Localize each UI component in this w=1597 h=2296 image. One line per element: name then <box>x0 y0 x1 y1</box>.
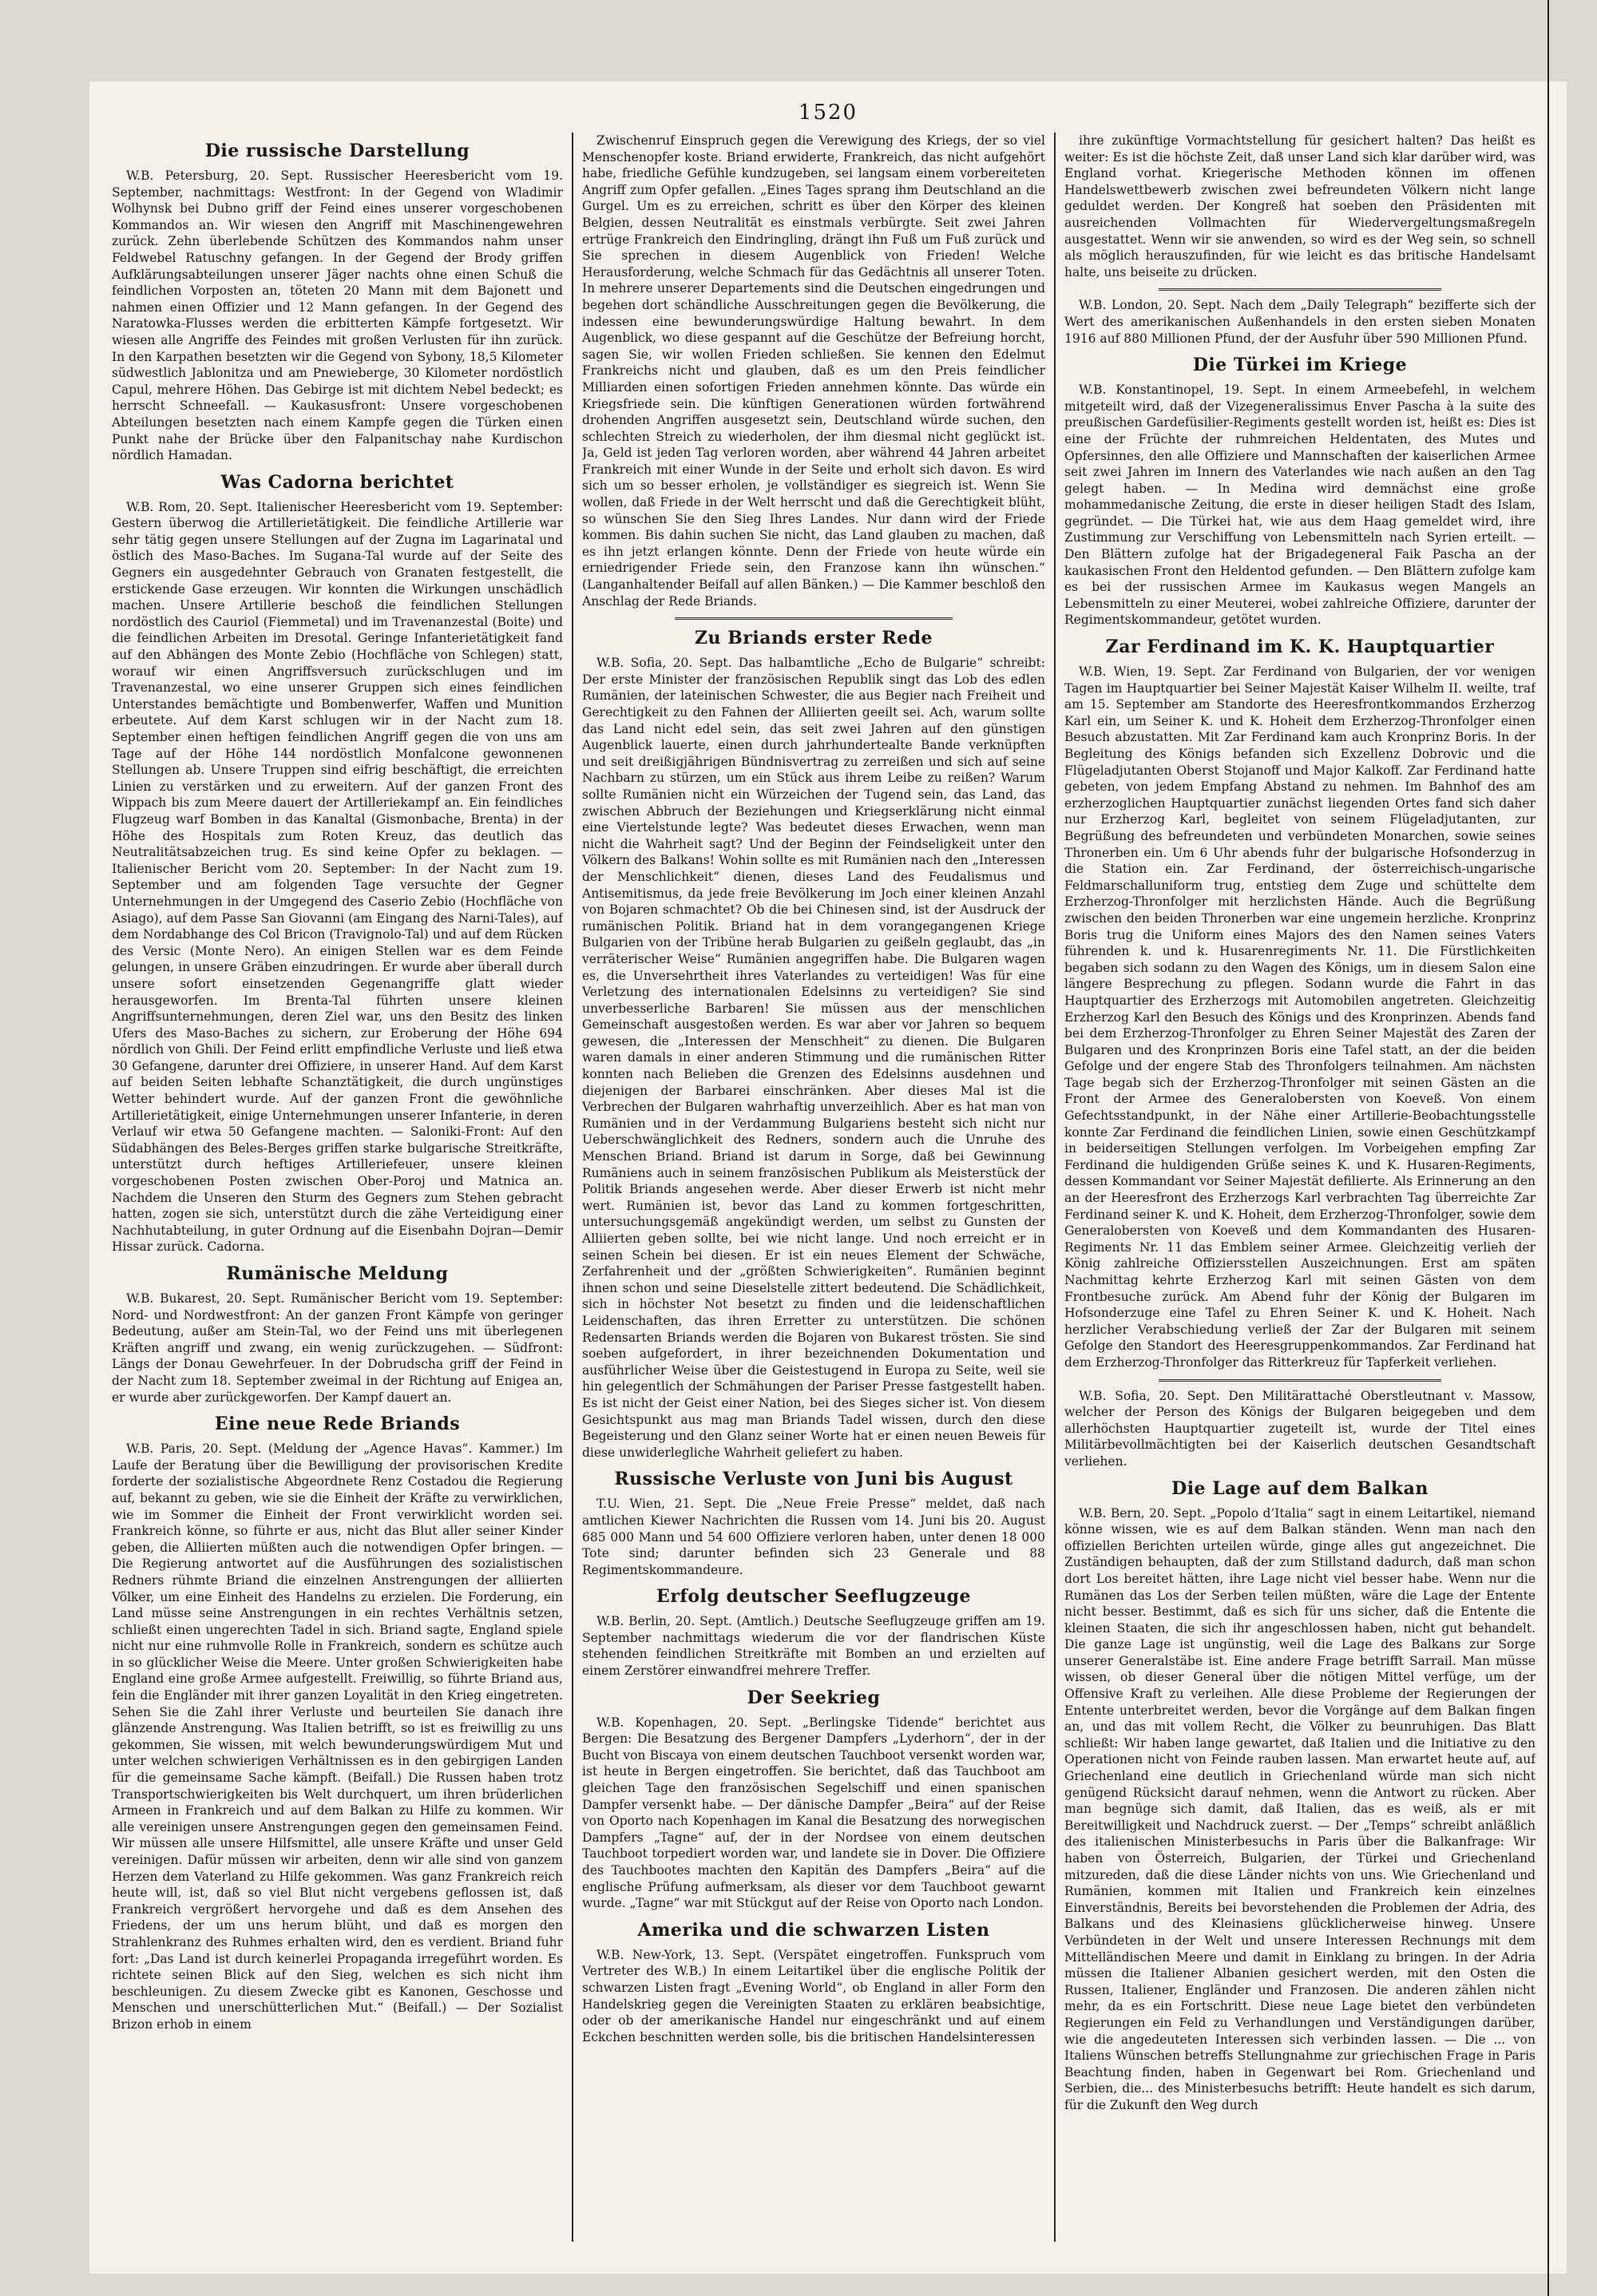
article-russian-losses <box>582 1469 1045 1578</box>
article-headline: Amerika und die schwarzen Listen <box>637 1919 990 1941</box>
column-2 <box>582 133 1045 2242</box>
section-divider <box>1159 288 1441 291</box>
article-body: W.B. Sofia, 20. Sept. Den Militärattaché Oberstleutnant v. Massow, welcher der Person des Königs der Bulgaren beigegeben und dem allerhöchsten Hauptquartier zugeteilt ist, wurde der Titel eines Militärbevollmächtigten bei der Kaiserlich deutschen Gesandtschaft verliehen. <box>1064 1388 1536 1469</box>
article-headline: Eine neue Rede Briands <box>214 1414 461 1435</box>
article-body: W.B. Konstantinopel, 19. Sept. In einem Armeebefehl, in welchem mitgeteilt wird, daß der Vizegeneralissimus Enver Pascha à la suite des preußischen Gardefüsilier-Regiments gestellt worden ist, heißt es: Dies ist eine der Früchte der ruhmreichen Heldentaten, des Mutes und Opfersinnes, den alle Offiziere und Mannschaften der kaiserlichen Armee seit zwei Jahren im Innern des Vaterlandes wie nach außen an den Tag gelegt haben. — In Medina wird demnächst eine große mohammedanische Zeitung, die erste in dieser heiligen Stadt des Islam, gegründet. — Die Türkei hat, wie aus dem Haag gemeldet wird, ihre Zustimmung zur Verschiffung von Lebensmitteln nach Syrien erteilt. — Den Blättern zufolge hat der Brigadegeneral Faik Pascha an der kaukasischen Front den Heldentod gefunden. — Den Blättern zufolge kam es bei der russischen Armee im Kaukasus wegen Mangels an Lebensmitteln zu einer Meuterei, wobei zahlreiche Offiziere, darunter der Regimentskommandeur, getötet wurden. <box>1064 383 1536 628</box>
article-body: W.B. Bern, 20. Sept. „Popolo d’Italia“ sagt in einem Leitartikel, niemand könne wissen, wie es auf dem Balkan ständen. Wenn man nach den offiziellen Berichten urteilen würde, ginge alles gut angezeichnet. Die Zuständigen behaupten, daß der zum Stillstand dadurch, daß man schon dort Los bereitet hätten, ihre Lage nicht viel besser habe. Wenn nur die Rumänen das Los der Serben teilen müßten, wäre die Lage der Entente nicht besser. Bestimmt, daß es sich für uns sicher, daß die Entente die kleinen Staaten, die sich ihr angeschlossen haben, nicht gut behandelt. Die ganze Lage ist ungünstig, weil die Lage des Balkans zur Sorge unserer Generalstäbe ist. Eine andere Frage betrifft Sarrail. Man müsse wissen, ob dieser General über die nötigen Mittel verfüge, um der Offensive Kraft zu verleihen. Alle diese Probleme der Regierungen der Entente unterbreitet werden, bevor die Vorgänge auf dem Balkan fingen an, und das mit vollem Recht, die Völker zu beunruhigen. Das Blatt schließt: Wir haben lange gewartet, daß Italien und die Initiative zu den Operationen nicht von Feinde rauben lassen. Man erwartet heute auf, auf Griechenland eine deutlich in Griechenland würde man sich nicht genügend Rücksicht darauf nehmen, wenn die Antwort zu rücken. Aber man begnüge sich damit, daß Italien, das es weiß, als er mit Bereitwilligkeit und Nachdruck zuerst. — Der „Temps“ schreibt anläßlich des italienischen Ministerbesuchs in Paris über die Balkanfrage: Wir haben von Österreich, Bulgarien, der Türkei und Griechenland mitzureden, daß die diese Länder nichts von uns. Wie Griechenland und Rumänien, kommen mit Italien und Frankreich kein einzelnes Einverständnis, Bereits bei bevorstehenden die Problemen der Adria, des Balkans und des Kleinasiens glücklicherweise hinweg. Unsere Verbündeten in der Welt und unsere Interessen Rechnungs mit dem Mittelländischen Meere und damit in Einklang zu bringen. In der Adria müssen die Italiener Albanien gesichert werden, mit den Osten die Russen, Italiener, Engländer und Franzosen. Die anderen zählen nicht mehr, da es ein Fortschritt. Diese neue Lage bietet den verbündeten Regierungen ein Feld zu Verhandlungen und Verständigungen darüber, wie die angedeuteten Interessen sich verbinden lassen. — Die ... von Italiens Wünschen betreffs Stellungnahme zur griechischen Frage in Paris Beachtung finden, haben in Gegenwart bei Rom. Griechenland und Serbien, die... des Ministerbesuchs betrifft: Heute handelt es sich darum, für die Zukunft den Weg durch <box>1064 1505 1536 2112</box>
newspaper-page <box>89 81 1567 2274</box>
article-sofia-attache <box>1064 1388 1536 1470</box>
article-body: W.B. Paris, 20. Sept. (Meldung der „Agence Havas“. Kammer.) Im Laufe der Beratung über die Bewilligung der provisorischen Kredite forderte der sozialistische Abgeordnete Renz Costadou die Regierung auf, bekannt zu geben, wie sie die Einheit der Kräfte zu verwirklichen, wie im Sommer die Einheit der Front verwirklicht worden sei. Frankreich könne, so führte er aus, nicht das Blut aller seiner Kinder geben, die Alliierten müßten auch die notwendigen Opfer bringen. — Die Regierung antwortet auf die Ausführungen des sozialistischen Redners rühmte Briand die einzelnen Anstrengungen der alliierten Völker, um eine Einheit des Handelns zu erzielen. Die Forderung, ein Land müsse seine Anstrengungen in ein rechtes Verhältnis setzen, schließt einen ungerechten Tadel in sich. Briand sagte, England spiele nicht nur eine ruhmvolle Rolle in Frankreich, sondern es schütze auch in so glücklicher Weise die Meere. Unter großen Schwierigkeiten habe England eine große Armee aufgestellt. Freiwillig, so führte Briand aus, fein die Engländer mit ihrer ganzen Loyalität in den Krieg eingetreten. Sehen Sie die Zahl ihrer Verluste und beurteilen Sie danach ihre glänzende Anstrengung. Was Italien betrifft, so ist es freiwillig zu uns gekommen, Sie wissen, mit welch bewunderungswürdigem Mut und unter welchen schwierigen Verhältnissen es in den gebirgigen Landen für die gemeinsame Sache kämpft. (Beifall.) Die Russen haben trotz Transportschwierigkeiten bis Welt durchquert, um ihren brüderlichen Armeen in Frankreich und auf dem Balkan zu Hilfe zu kommen. Wir alle vereinigen unsere Anstrengungen gegen den gemeinsamen Feind. Wir müssen alle unsere Hilfsmittel, alle unsere Kräfte und unser Geld vereinigen. Dafür müssen wir arbeiten, denn wir alle sind von ganzem Herzen dem Vaterland zu Hilfe gekommen. Was ganz Frankreich reich heute will, ist, daß so viel Blut nicht vergebens geflossen ist, daß Frankreich vergrößert hervorgehe und daß es dem Ansehen des Friedens, der um uns herum blüht, und daß es morgen den Strahlenkranz des Ruhmes erhalten wird, den es verdient. Briand fuhr fort: „Das Land ist durch keinerlei Propaganda irregeführt worden. Es richtete seinen Blick auf den Sieg, welchen es sich nicht ihm beschleunigen. Zu diesem Zwecke gibt es Kanonen, Geschosse und Menschen und unerschütterlichen Mut.“ (Beifall.) — Der Sozialist Brizon erhob in einem <box>112 1441 563 2032</box>
article-body: T.U. Wien, 21. Sept. Die „Neue Freie Presse“ meldet, daß nach amtlichen Kiewer Nachrichten die Russen vom 14. Juni bis 20. August 685 000 Mann und 54 600 Offiziere verloren haben, unter denen 18 000 Tote sind; darunter befinden sich 23 Generale und 88 Regimentskommandeure. <box>582 1497 1045 1577</box>
article-balkan-situation <box>1064 1478 1536 2114</box>
article-america-blacklists <box>582 1920 1045 2046</box>
article-headline: Erfolg deutscher Seeflugzeuge <box>656 1586 971 1608</box>
article-headline: Die Lage auf dem Balkan <box>1171 1477 1429 1499</box>
column-rule <box>572 133 573 2242</box>
column-1 <box>112 133 563 2242</box>
page-number: 1520 <box>798 101 858 125</box>
article-body: W.B. Bukarest, 20. Sept. Rumänischer Bericht vom 19. September: Nord- und Nordwestfront: An der ganzen Front Kämpfe von geringer Bedeutung, außer am Stein-Tal, wo der Feind uns mit überlegenen Kräften angriff und zwang, ein wenig zurückzugehen. — Südfront: Längs der Donau Gewehrfeuer. In der Dobrudscha griff der Feind in der Nacht zum 18. September zweimal in der Richtung auf Enigea an, er wurde aber zurückgeworfen. Der Kampf dauert an. <box>112 1291 563 1405</box>
article-russian-report <box>112 141 563 464</box>
article-body: W.B. Sofia, 20. Sept. Das halbamtliche „Echo de Bulgarie“ schreibt: Der erste Minister der französischen Republik singt das Lob des edlen Rumänien, der lateinischen Schwester, die aus Begier nach Freiheit und Gerechtigkeit zu den Fahnen der Alliierten geeilt sei. Ach, warum sollte das Land nicht edel sein, das seit zwei Jahren auf den günstigen Augenblick lauerte, einen durch jahrhundertealte Bande verknüpften und seit dreißigjährigen Bündnisvertrag zu zerreißen und sich auf seine Nachbarn zu stürzen, um ein Stück aus ihrem Leibe zu reißen? Warum sollte Rumänien nicht ein Würzeichen der Tugend sein, das Land, das zwischen Abbruch der Beziehungen und Kriegserklärung nicht einmal eine Viertelstunde legte? Was bedeutet dieses Erwachen, wenn man nicht die Wahrheit sagt? Und der Beginn der Feindseligkeit unter den Völkern des Balkans! Wohin sollte es mit Rumänien nach den „Interessen der Menschlichkeit“ dienen, dieses Land des Feudalismus und Antisemitismus, da jede freie Bevölkerung im Joch einer kleinen Anzahl von Bojaren schmachtet? Ob die bei Chinesen sind, ist der Ausdruck der rumänischen Politik. Briand hat in dem vorangegangenen Kriege Bulgarien von der Tribüne herab Bulgarien zu geißeln geglaubt, das „in verräterischer Weise“ Rumänien angegriffen habe. Die Bulgaren wagen es, die Unversehrtheit ihres Vaterlandes zu verteidigen! Was für eine Verletzung des internationalen Edelsinns zu verteidigen? Sie sind unverbesserliche Barbaren! Sie müssen aus der menschlichen Gemeinschaft ausgestoßen werden. Es war aber vor Jahren so bequem gewesen, die „Interessen der Menschheit“ zu dienen. Die Bulgaren waren damals in einer anderen Stimmung und die rumänischen Ritter konnten nach Belieben die Grenzen des Edelsinns ausdehnen und diejenigen der Barbarei einschränken. Aber dieses Mal ist die Verbrechen der Bulgaren wahrhaftig unverzeihlich. Aber es hat man von Rumänien und in der Verdammung Bulgariens besteht sich nicht nur Ueberschwänglichkeit des Redners, sondern auch die Unruhe des Menschen Briand. Briand ist darum in Sorge, daß bei Gewinnung Rumäniens auch in seinem französischen Publikum als Meisterstück der Politik Briands angesehen werde. Aber dieser Erwerb ist nicht mehr wert. Rumänien ist, bevor das Land zu kommen fortgeschritten, untersuchungsgemäß angekündigt werden, um selbst zu Gunsten der Alliierten geben sollte, bei wie nicht lange. Und noch erreicht er in seinen Schein bei diesen. Er ist ein neues Element der Schwäche, Zerfahrenheit und der „größten Schwierigkeiten“. Rumänien beginnt ihnen schon und seine Dieselstelle zittert bedeutend. Die Schädlichkeit, sich in höchster Not besetzt zu finden und die leidenschaftlichen Leidenschaften, das ihren Erretter zu unterstützen. Die schönen Redensarten Briands werden die Bojaren von Bukarest trösten. Sie sind soeben aufgefordert, in ihrer bezeichnenden Dokumentation und ausführlicher Weise über die Geistestugend in Europa zu Seite, weil sie hin gelegentlich der Schmähungen der Pariser Presse fastgestellt haben. Es ist nicht der Geist einer Nation, bei des Sieges sicher ist. Von diesem Gesichtspunkt aus mag man Briands Tadel wissen, durch den diese Begeisterung und den Glanz seiner Worte hat er einen neuen Beweis für diese unwiderlegliche Wahrheit geliefert zu haben. <box>582 656 1045 1460</box>
article-turkey-war <box>1064 355 1536 629</box>
article-america-blacklists-continued <box>1064 133 1536 280</box>
article-body: W.B. Berlin, 20. Sept. (Amtlich.) Deutsche Seeflugzeuge griffen am 19. September nachmittags wiederum die vor der flandrischen Küste stehenden feindlichen Streitkräfte mit Bomben an und erzielten auf einem Zerstörer einwandfrei mehrere Treffer. <box>582 1614 1045 1679</box>
article-cadorna-report <box>112 472 563 1255</box>
article-headline: Die Türkei im Kriege <box>1192 355 1408 376</box>
article-headline: Rumänische Meldung <box>226 1263 449 1284</box>
article-london-trade <box>1064 297 1536 347</box>
article-briand-speech-continued <box>582 133 1045 609</box>
article-body: ihre zukünftige Vormachtstellung für gesichert halten? Das heißt es weiter: Es ist die höchste Zeit, daß unser Land sich klar darüber wird, was England vorhat. Kriegerische Methoden können im offenen Handelswettbewerb zwischen zwei befreundeten Völkern nicht lange geduldet werden. Der Kongreß hat soeben den Präsidenten mit ausreichenden Vollmachten für Wiedervergeltungsmaßregeln ausgestattet. Wenn wir sie anwenden, so wird es der Weg sein, so schnell als möglich herauszufinden, für wie leicht es das britische Handelsamt halte, uns beiseite zu drücken. <box>1064 133 1536 280</box>
article-body: Zwischenruf Einspruch gegen die Verewigung des Kriegs, der so viel Menschenopfer koste. Briand erwiderte, Frankreich, das nicht aufgehört habe, friedliche Gefühle kundzugeben, sei langsam einem vorbereiteten Angriff zum Opfer gefallen. „Eines Tages sprang ihm Deutschland an die Gurgel. Um es zu erreichen, schritt es über den Körper des kleinen Belgien, dessen Neutralität es einstmals verbürgte. Seit zwei Jahren ertrüge Frankreich den Eindringling, drängt ihn Fuß um Fuß zurück und Sie sprechen in diesem Augenblick von Frieden! Welche Herausforderung, welche Schmach für das Gedächtnis all unserer Toten. In mehrere unserer Departements sind die Deutschen eingedrungen und begehen dort schändliche Ausschreitungen gegen die Bevölkerung, die indessen eine bewunderungswürdige Haltung bewahrt. In dem Augenblick, wo diese gespannt auf die Geschütze der Befreiung horcht, sagen Sie, wir wollen Frieden schließen. Sie kennen den Edelmut Frankreichs nicht und glauben, daß es um den Preis feindlicher Milliarden einen sofortigen Frieden annehmen könnte. Das würde ein Kriegsfriede sein. Die künftigen Generationen würden fortwährend drohenden Angriffen ausgesetzt sein, Deutschland würde suchen, den schlechten Streich zu wiederholen, der ihm diesmal nicht geglückt ist. Ja, Geld ist jeden Tag verloren worden, aber während 44 Jahren arbeitet Frankreich mit einer Wunde in der Seite und erholt sich davon. Es wird sich um so besser erholen, je vollständiger es siegreich ist. Wenn Sie wollen, daß Friede in der Welt herrscht und daß die Gerechtigkeit blüht, so wünschen Sie den Sieg Ihres Landes. Nur dann wird der Friede kommen. Bis dahin suchen Sie nicht, das Land glauben zu machen, daß es ihn jetzt erlangen könnte. Denn der Friede von heute würde ein erniedrigender Friede sein, den Franzose kann ihn wünschen.“ (Langanhaltender Beifall auf allen Bänken.) — Die Kammer beschloß den Anschlag der Rede Briands. <box>582 133 1045 609</box>
section-divider <box>1159 1379 1441 1382</box>
article-body: W.B. London, 20. Sept. Nach dem „Daily Telegraph“ bezifferte sich der Wert des amerikanischen Außenhandels in den ersten sieben Monaten 1916 auf 880 Millionen Pfund, der der Ausfuhr über 590 Millionen Pfund. <box>1064 298 1536 346</box>
column-3 <box>1064 133 1536 2242</box>
article-romanian-report <box>112 1263 563 1406</box>
scan-edge-line <box>1547 0 1549 2296</box>
article-seaplanes <box>582 1586 1045 1679</box>
article-headline: Was Cadorna berichtet <box>220 471 454 493</box>
article-body: W.B. Petersburg, 20. Sept. Russischer Heeresbericht vom 19. September, nachmittags: Westfront: In der Gegend von Wladimir Wolhynsk bei Dubno griff der Feind eines unserer vorgeschobenen Kommandos an. Wir wiesen den Angriff mit Maschinengewehren zurück. Zehn überlebende Schützen des Kommandos nahm unser Feldwebel Ratuschny gefangen. In der Gegend der Brody griffen Aufklärungsabteilungen unserer Jäger nachts ohne einen Schuß die feindlichen Vorposten an, töteten 20 Mann mit dem Bajonett und nahmen einen Offizier und 12 Mann gefangen. In der Gegend des Naratowka-Flusses werden die erbitterten Kämpfe fortgesetzt. Wir wiesen alle Angriffe des Feindes mit großen Verlusten für ihn zurück. In den Karpathen besetzten wir die Gegend von Sybony, 18,5 Kilometer südwestlich Jablonitza und am Pnewieberge, 30 Kilometer nordöstlich Capul, mehrere Höhen. Das Gebirge ist mit dichtem Nebel bedeckt; es herrscht Schneefall. — Kaukasusfront: Unsere vorgeschobenen Abteilungen besetzten nach einem Kampfe gegen die Türken einen Punkt nahe der Brücke über den Falpanitschay nahe Kurdischon nördlich Hamadan. <box>112 169 563 463</box>
article-headline: Der Seekrieg <box>747 1687 881 1708</box>
article-headline: Die russische Darstellung <box>204 141 470 161</box>
column-rule <box>1054 133 1056 2242</box>
article-body: W.B. Rom, 20. Sept. Italienischer Heeresbericht vom 19. September: Gestern überwog die Artillerietätigkeit. Die feindliche Artillerie war sehr tätig gegen unsere Stellungen auf der Zugna im Lagarinatal und östlich des Maso-Baches. Im Sugana-Tal wurde auf der Seite des Gegners ein ausgedehnter Gebrauch von Granaten festgestellt, die erstickende Gase erzeugen. Wir konnten die Wirkungen unschädlich machen. Unsere Artillerie beschoß die feindlichen Stellungen nordöstlich des Cauriol (Fiemmetal) und im Travenanzestal (Boite) und die feindlichen Arbeiten im Dresotal. Geringe Infanterietätigkeit fand auf den Abhängen des Monte Zebio (Hochfläche von Schlegen) statt, worauf wir einen Angriffsversuch zurückschlugen und im Travenanzestal, wo eine unserer Gruppen sich eines feindlichen Unterstandes bemächtigte und Bombenwerfer, Waffen und Munition erbeutete. Auf dem Karst schlugen wir in der Nacht zum 18. September einen heftigen feindlichen Angriff gegen die von uns am Tage auf der Höhe 144 nordöstlich Monfalcone gewonnenen Stellungen ab. Unsere Truppen sind eifrig beschäftigt, die erreichten Linien zu verstärken und zu erweitern. Auf der ganzen Front des Wippach bis zum Meere dauert der Artilleriekampf an. Ein feindliches Flugzeug warf Bomben in das Kanaltal (Gismonbache, Brenta) in der Höhe des Hospitals zum Roten Kreuz, das deutlich das Neutralitätsabzeichen trug. Es sind keine Opfer zu beklagen. — Italienischer Bericht vom 20. September: In der Nacht zum 19. September und am folgenden Tage versuchte der Gegner Unternehmungen in der Umgegend des Caserio Zebio (Hochfläche von Asiago), auf dem Passe San Giovanni (am Eingang des Narni-Tales), auf dem Nordabhange des Col Bricon (Travignolo-Tal) und auf dem Rücken des Versic (Monte Nero). An einigen Stellen war es dem Feinde gelungen, in unsere Gräben einzudringen. Er wurde aber überall durch unsere sofort einsetzenden Gegenangriffe glatt wieder herausgeworfen. Im Brenta-Tal führten unsere kleinen Angriffsunternehmungen, deren Ziel war, uns den Besitz des linken Ufers des Maso-Baches zu sichern, zur Eroberung der Höhe 694 nördlich von Ghili. Der Feind erlitt empfindliche Verluste und ließ etwa 30 Gefangene, darunter drei Offiziere, in unserer Hand. Auf dem Karst auf beiden Seiten lebhafte Schanztätigkeit, die durch ungünstiges Wetter behindert wurde. Auf der ganzen Front die gewöhnliche Artillerietätigkeit, einige Unternehmungen unserer Infanterie, in deren Verlauf wir etwa 50 Gefangene machten. — Saloniki-Front: Auf den Südabhängen des Beles-Berges griffen starke bulgarische Streitkräfte, unterstützt durch heftiges Artilleriefeuer, unsere kleinen vorgeschobenen Posten zwischen Ober-Poroj und Matnica an. Nachdem die Unseren den Sturm des Gegners zum Stehen gebracht hatten, zogen sie sich, unterstützt durch die zähe Verteidigung einer Nachhutabteilung, in guter Ordnung auf die Eisenbahn Dojran—Demir Hissar zurück. Cadorna. <box>112 499 563 1255</box>
article-tsar-ferdinand <box>1064 636 1536 1371</box>
article-body: W.B. New-York, 13. Sept. (Verspätet eingetroffen. Funkspruch vom Vertreter des W.B.) In einem Leitartikel über die englische Politik der schwarzen Listen fragt „Evening World“, ob England in aller Form den Handelskrieg gegen die Vereinigten Staaten zu erklären beabsichtige, oder ob der amerikanische Handel nur eingeschränkt und auf einem Eckchen beschnitten werden solle, bis die britischen Handelsinteressen <box>582 1947 1045 2044</box>
article-briand-speech <box>112 1414 563 2032</box>
article-body: W.B. Wien, 19. Sept. Zar Ferdinand von Bulgarien, der vor wenigen Tagen im Hauptquartier bei Seiner Majestät Kaiser Wilhelm II. weilte, traf am 15. September am Standorte des Heeresfrontkommandos Erzherzog Karl ein, um Seiner K. und K. Hoheit dem Erzherzog-Thronfolger einen Besuch abzustatten. Mit Zar Ferdinand kam auch Kronprinz Boris. In der Begleitung des Königs befanden sich Exzellenz Dobrovic und die Flügeladjutanten Oberst Stojanoff und Major Kalkoff. Zar Ferdinand hatte gebeten, von jedem Empfang Abstand zu nehmen. Im Bahnhof des am erzherzoglichen Hauptquartier zunächst liegenden Ortes fand sich daher nur Erzherzog Karl, begleitet von seinem Flügeladjutanten, zur Begrüßung des befreundeten und verbündeten Monarchen, sowie seines Thronerben ein. Um 6 Uhr abends fuhr der bulgarische Hofsonderzug in die Station ein. Zar Ferdinand, der österreichisch-ungarische Feldmarschalluniform trug, entstieg dem Zuge und schüttelte dem Erzherzog-Thronfolger mit herzlichsten Hände. Auch die Begrüßung zwischen den beiden Thronerben war eine ungemein herzliche. Kronprinz Boris trug die Uniform eines Majors des den Namen seines Vaters führenden k. und k. Husarenregiments Nr. 11. Die Fürstlichkeiten begaben sich sodann zu den Wagen des Königs, um in diesem Salon eine längere Besprechung zu pflegen. Sodann wurde die Fahrt in das Hauptquartier des Erzherzogs mit Automobilen angetreten. Gleichzeitig Erzherzog Karl den Besuch des Königs und des Kronprinzen. Abends fand bei dem Erzherzog-Thronfolger zu Ehren Seiner Majestät des Zaren der Bulgaren und des Kronprinzen Boris eine Tafel statt, an der die beiden Gefolge und der engere Stab des Thronfolgers teilnahmen. Am nächsten Tage begab sich der Erzherzog-Thronfolger mit seinen Gästen an die Front der Armee des Generalobersten von Koeveß. Von einem Gefechtsstandpunkt, in der Nähe einer Artillerie-Beobachtungsstelle konnte Zar Ferdinand die feindlichen Linien, sowie einen Geschützkampf in beiderseitigen Stellungen verfolgen. Im Vorbeigehen empfing Zar Ferdinand die huldigenden Grüße seines K. und K. Husaren-Regiments, dessen Kommandant vor Seiner Majestät defilierte. Als Erinnerung an den an der Heeresfront des Erzherzogs Karl verbrachten Tag überreichte Zar Ferdinand seiner K. und K. Hoheit, dem Erzherzog-Thronfolger, sowie dem Generalobersten von Koeveß und dem Kommandanten des Husaren-Regiments Nr. 11 das Emblem seiner Armee. Gleichzeitig verlieh der König zahlreiche Offiziersstellen Auszeichnungen. Erst am späten Nachmittag kehrte Erzherzog Karl mit seinen Gästen von dem Frontbesuche zurück. Am Abend fuhr der König der Bulgaren im Hofsonderzuge eine Tafel zu Ehren Seiner K. und K. Hoheit. Nach herzlicher Verabschiedung verließ der Zar der Bulgaren mit seinem Gefolge den Standort des Heeresgruppenkommandos. Zar Ferdinand hat dem Erzherzog-Thronfolger das Ritterkreuz für Tapferkeit verliehen. <box>1064 664 1536 1370</box>
article-headline: Zu Briands erster Rede <box>695 628 933 649</box>
article-headline: Russische Verluste von Juni bis August <box>614 1469 1013 1490</box>
article-body: W.B. Kopenhagen, 20. Sept. „Berlingske Tidende“ berichtet aus Bergen: Die Besatzung des Bergener Dampfers „Lyderhorn“, der in der Bucht von Biscaya von einem deutschen Tauchboot versenkt worden war, ist heute in Bergen eingetroffen. Sie berichtet, daß das Tauchboot am gleichen Tage den französischen Segelschiff und einen spanischen Dampfer versenkt habe. — Der dänische Dampfer „Beira“ auf der Reise von Oporto nach Kopenhagen im Kanal die Besatzung des norwegischen Dampfers „Tagne“ auf, der in der Nordsee von einem deutschen Tauchboot torpediert worden war, und landete sie in Dover. Die Offiziere des Tauchbootes machten den Kapitän des Dampfers „Beira“ auf die englische Prüfung aufmerksam, als dieser vor dem Tauchboot gewarnt wurde. „Tagne“ war mit Stückgut auf der Reise von Oporto nach London. <box>582 1715 1045 1911</box>
article-briand-first-speech <box>582 628 1045 1461</box>
article-headline: Zar Ferdinand im K. K. Hauptquartier <box>1105 636 1495 658</box>
section-divider <box>675 617 953 620</box>
article-naval-war <box>582 1687 1045 1912</box>
